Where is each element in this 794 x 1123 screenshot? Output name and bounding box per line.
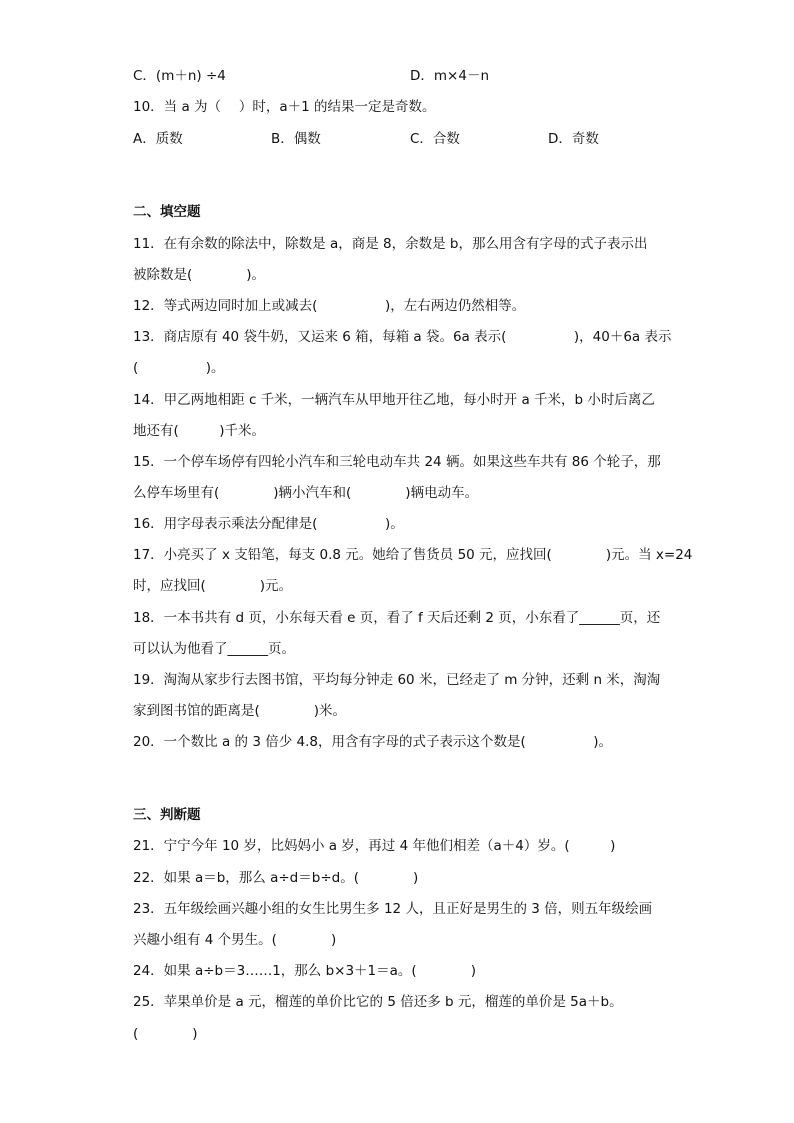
text-line: 地还有( )千米。 [133, 423, 266, 439]
text-line: 21．宁宁今年 10 岁，比妈妈小 a 岁，再过 4 年他们相差（a＋4）岁。( ) [133, 838, 616, 854]
text-line: 15．一个停车场停有四轮小汽车和三轮电动车共 24 辆。如果这些车共有 86 个轮子，那 [133, 454, 661, 470]
q10-option-b: B．偶数 [271, 131, 321, 147]
text-line: 11．在有余数的除法中，除数是 a，商是 8，余数是 b，那么用含有字母的式子表示出 [133, 236, 648, 252]
text-line: 14．甲乙两地相距 c 千米，一辆汽车从甲地开往乙地，每小时开 a 千米，b 小时后离乙 [133, 392, 655, 408]
section-heading-fill-blank: 二、填空题 [133, 204, 201, 220]
text-line: 25．苹果单价是 a 元，榴莲的单价比它的 5 倍还多 b 元，榴莲的单价是 5a＋b。 [133, 994, 623, 1010]
text-line: 23．五年级绘画兴趣小组的女生比男生多 12 人，且正好是男生的 3 倍，则五年级绘画 [133, 901, 653, 917]
text-line: ( )。 [133, 360, 225, 376]
text-line: ( ) [133, 1026, 198, 1042]
option-d: D．m×4－n [410, 68, 490, 84]
text-line: 被除数是( )。 [133, 267, 266, 283]
text-line: 16．用字母表示乘法分配律是( )。 [133, 516, 404, 532]
question-10: 10．当 a 为（ ）时，a＋1 的结果一定是奇数。 [133, 99, 436, 115]
text-line: 18．一本书共有 d 页，小东每天看 e 页，看了 f 天后还剩 2 页，小东看了______页，还 [133, 610, 661, 626]
option-c: C．(m＋n) ÷4 [133, 68, 226, 84]
q10-option-a: A．质数 [133, 131, 183, 147]
text-line: 12．等式两边同时加上或减去( )，左右两边仍然相等。 [133, 298, 526, 314]
text-line: 19．淘淘从家步行去图书馆，平均每分钟走 60 米，已经走了 m 分钟，还剩 n 米，淘淘 [133, 672, 661, 688]
text-line: 13．商店原有 40 袋牛奶，又运来 6 箱，每箱 a 袋。6a 表示( )，40＋6a 表示 [133, 329, 672, 345]
text-line: 兴趣小组有 4 个男生。( ) [133, 932, 337, 948]
text-line: 么停车场里有( )辆小汽车和( )辆电动车。 [133, 485, 479, 501]
text-line: 24．如果 a÷b＝3……1，那么 b×3＋1＝a。( ) [133, 963, 476, 979]
q10-option-c: C．合数 [410, 131, 460, 147]
text-line: 22．如果 a＝b，那么 a÷d＝b÷d。( ) [133, 870, 419, 886]
text-line: 时，应找回( )元。 [133, 578, 293, 594]
text-line: 可以认为他看了______页。 [133, 641, 295, 657]
text-line: 20．一个数比 a 的 3 倍少 4.8，用含有字母的式子表示这个数是( )。 [133, 734, 612, 750]
text-line: 家到图书馆的距离是( )米。 [133, 703, 347, 719]
text-line: 17．小亮买了 x 支铅笔，每支 0.8 元。她给了售货员 50 元，应找回( )元。当 x=24 [133, 547, 693, 563]
q10-option-d: D．奇数 [548, 131, 599, 147]
section-heading-judgement: 三、判断题 [133, 807, 201, 823]
